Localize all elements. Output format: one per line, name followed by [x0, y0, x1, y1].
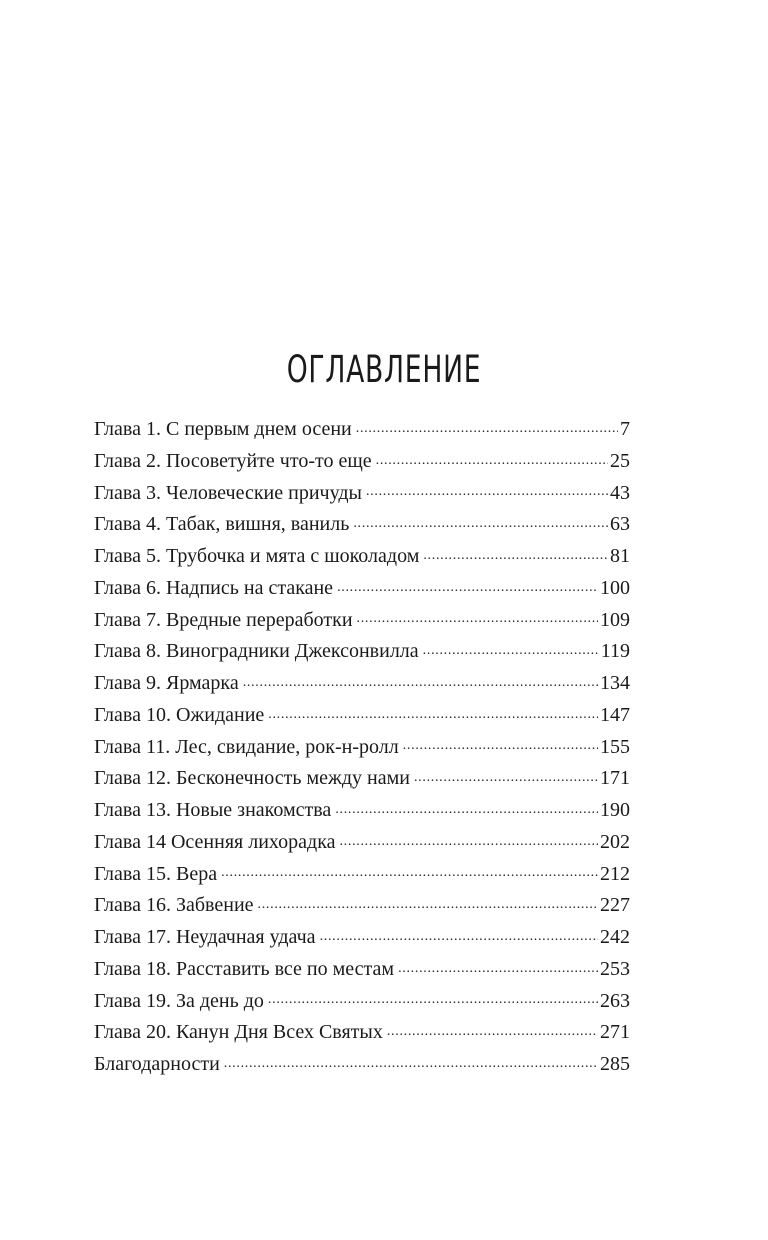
toc-entry[interactable] — [94, 954, 630, 986]
toc-entry[interactable] — [94, 763, 630, 795]
toc-entry-label: Глава 19. За день до — [94, 989, 264, 1012]
toc-entry[interactable] — [94, 1017, 630, 1049]
toc-entry-label: Благодарности — [94, 1053, 220, 1075]
toc-entry-page: 43 — [610, 481, 630, 504]
dot-leader — [357, 610, 598, 630]
dot-leader — [376, 452, 608, 472]
toc-entry[interactable] — [94, 986, 630, 1018]
dot-leader — [387, 1023, 598, 1043]
toc-entry[interactable] — [94, 478, 630, 510]
toc-entry-label: Глава 3. Человеческие причуды — [94, 481, 362, 504]
toc-entry-page: 134 — [600, 672, 630, 694]
dot-leader — [221, 864, 598, 884]
toc-entry-label: Глава 11. Лес, свидание, рок-н-ролл — [94, 735, 399, 758]
table-of-contents — [94, 414, 630, 1081]
dot-leader — [414, 769, 598, 789]
toc-entry[interactable] — [94, 541, 630, 573]
dot-leader — [398, 960, 598, 980]
toc-entry-label: Глава 2. Посоветуйте что-то еще — [94, 449, 372, 472]
toc-entry-label: Глава 9. Ярмарка — [94, 672, 239, 694]
dot-leader — [356, 420, 618, 440]
toc-entry[interactable] — [94, 1049, 630, 1081]
toc-entry-page: 285 — [600, 1053, 630, 1075]
toc-entry-label: Глава 6. Надпись на стакане — [94, 576, 334, 599]
toc-entry-page: 63 — [610, 513, 630, 536]
dot-leader — [335, 801, 598, 821]
dot-leader — [423, 547, 608, 567]
toc-entry-page: 109 — [600, 608, 630, 631]
dot-leader — [339, 833, 598, 853]
toc-entry[interactable] — [94, 509, 630, 541]
dot-leader — [224, 1055, 598, 1075]
dot-leader — [320, 928, 598, 948]
dot-leader — [366, 483, 608, 503]
toc-entry-label: Глава 5. Трубочка и мята с шоколадом — [94, 545, 420, 567]
toc-entry-page: 212 — [600, 862, 630, 885]
toc-entry[interactable] — [94, 414, 630, 446]
toc-entry-label: Глава 14 Осенняя лихорадка — [94, 830, 336, 853]
toc-entry-label: Глава 18. Расставить все по местам — [94, 957, 395, 980]
toc-entry-label: Глава 16. Забвение — [94, 894, 254, 917]
toc-entry[interactable] — [94, 732, 630, 764]
dot-leader — [258, 896, 598, 916]
toc-entry[interactable] — [94, 700, 630, 732]
toc-entry-page: 25 — [610, 449, 630, 472]
toc-entry-page: 227 — [600, 894, 630, 917]
toc-entry[interactable] — [94, 859, 630, 891]
toc-entry-label: Глава 12. Бесконечность между нами — [94, 767, 410, 790]
toc-entry[interactable] — [94, 446, 630, 478]
toc-entry[interactable] — [94, 668, 630, 700]
toc-entry-label: Глава 1. С первым днем осени — [94, 418, 352, 440]
toc-entry-page: 7 — [620, 418, 630, 440]
toc-entry[interactable] — [94, 922, 630, 954]
page-title: ОГЛАВЛЕНИЕ — [286, 348, 482, 391]
toc-entry-page: 253 — [600, 957, 630, 980]
toc-entry-page: 242 — [600, 926, 630, 948]
toc-entry-label: Глава 17. Неудачная удача — [94, 926, 316, 948]
dot-leader — [268, 991, 598, 1011]
toc-entry[interactable] — [94, 890, 630, 922]
toc-entry-page: 147 — [600, 703, 630, 726]
dot-leader — [243, 674, 598, 694]
dot-leader — [268, 706, 598, 726]
toc-entry-page: 271 — [600, 1021, 630, 1044]
dot-leader — [403, 737, 598, 757]
toc-entry-page: 171 — [600, 767, 630, 790]
toc-entry-page: 202 — [600, 830, 630, 853]
toc-entry[interactable] — [94, 827, 630, 859]
toc-entry-label: Глава 10. Ожидание — [94, 703, 265, 726]
dot-leader — [353, 515, 608, 535]
dot-leader — [337, 579, 598, 599]
toc-entry-label: Глава 8. Виноградники Джексонвилла — [94, 640, 419, 663]
toc-entry-label: Глава 7. Вредные переработки — [94, 608, 353, 631]
toc-entry-page: 190 — [600, 799, 630, 821]
toc-entry-label: Глава 13. Новые знакомства — [94, 799, 332, 821]
toc-entry[interactable] — [94, 795, 630, 827]
toc-entry-page: 81 — [610, 545, 630, 567]
toc-entry[interactable] — [94, 636, 630, 668]
toc-entry-page: 263 — [600, 989, 630, 1012]
toc-entry-page: 155 — [600, 735, 630, 758]
toc-entry[interactable] — [94, 573, 630, 605]
toc-entry-page: 119 — [600, 640, 630, 663]
toc-entry-label: Глава 15. Вера — [94, 862, 218, 885]
toc-entry[interactable] — [94, 605, 630, 637]
toc-entry-page: 100 — [600, 576, 630, 599]
toc-entry-label: Глава 20. Канун Дня Всех Святых — [94, 1021, 383, 1044]
dot-leader — [423, 642, 599, 662]
toc-entry-label: Глава 4. Табак, вишня, ваниль — [94, 513, 350, 536]
